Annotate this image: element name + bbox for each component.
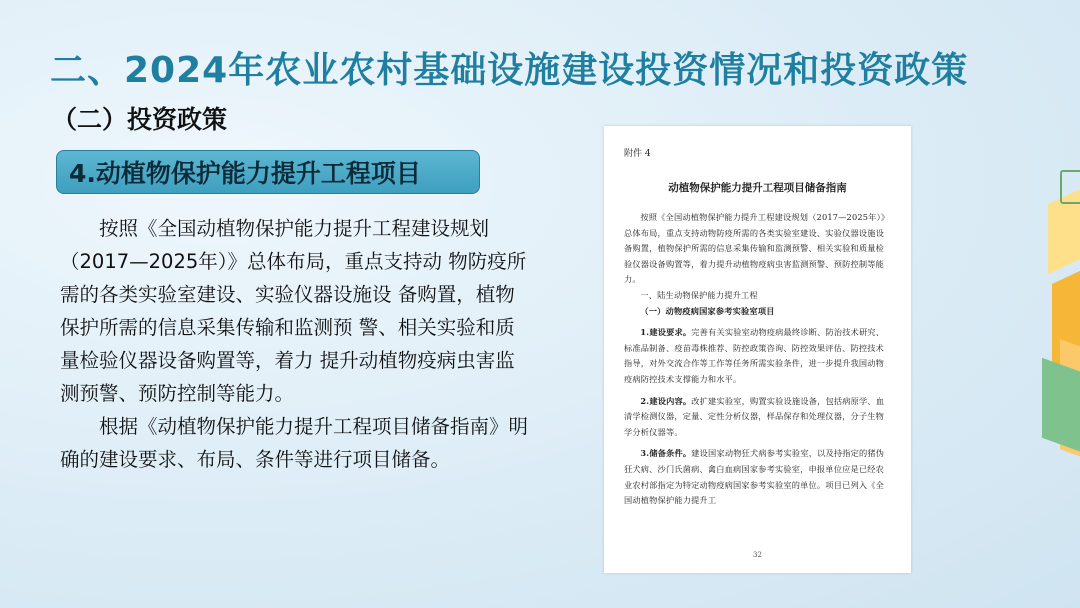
document-item-3-text: 建设国家动物狂犬病参考实验室，以及持指定的猪伪狂犬病、沙门氏菌病、禽白血病国家参考实验室，申报单位应是已经农业农村部指定为特定动物疫病国家参考实验室的单位。项目已列入《全国动植物保护能力提升工 [624, 448, 885, 506]
document-image [604, 126, 911, 573]
slide-subtitle: （二）投资政策 [52, 105, 228, 134]
document-heading-2-text: （一）动物疫病国家参考实验室项目 [640, 305, 775, 316]
body-text [60, 212, 530, 476]
document-page-number: 32 [753, 551, 762, 559]
body-paragraph-1: 按照《全国动植物保护能力提升工程建设规划（2017—2025年）》总体布局，重点支持动 物防疫所需的各类实验室建设、实验仪器设施设 备购置，植物保护所需的信息采集传输和监测预 警、相关实验和质量检验仪器设备购置等，着力 提升动植物疫病虫害监测预警、预防控制等能力。 [60, 217, 527, 405]
document-body [624, 210, 892, 509]
document-heading-1: 一、陆生动物保护能力提升工程 [640, 289, 758, 300]
decorative-illustration [1030, 150, 1080, 470]
decorative-shape [1060, 170, 1080, 204]
document-item-1-label: 1.建设要求。 [640, 327, 692, 338]
document-title: 动植物保护能力提升工程项目储备指南 [668, 182, 847, 194]
body-paragraph-2: 根据《动植物保护能力提升工程项目储备指南》明确的建设要求、布局、条件等进行项目储备。 [60, 415, 529, 471]
document-item-1 [624, 325, 892, 387]
decorative-shape [1042, 358, 1080, 453]
document-item-3 [624, 446, 892, 508]
document-item-2 [624, 394, 892, 441]
document-item-3-label: 3.储备条件。 [640, 448, 692, 459]
document-item-2-label: 2.建设内容。 [640, 395, 692, 406]
document-annex-label: 附件 4 [624, 149, 651, 159]
slide-title: 二、2024年农业农村基础设施建设投资情况和投资政策 [50, 50, 969, 91]
document-item-1-text: 完善有关实验室动物疫病最终诊断、防治技术研究、标准品制备、疫苗毒株推荐、防控政策咨询、防控效果评估、防控技术指导，对外交流合作等工作等任务所需实验条件，进一步提升我国动物疫病防控技术支撑能力和水平。 [624, 327, 885, 384]
document-item-2-text: 改扩建实验室，购置实验设施设备，包括病原学、血清学检测仪器，定量、定性分析仪器，样品保存和处理仪器，分子生物学分析仪器等。 [624, 395, 885, 437]
document-intro: 按照《全国动植物保护能力提升工程建设规划（2017—2025年）》总体布局，重点支持动物防疫所需的各类实验室建设、实验仪器设施设备购置，植物保护所需的信息采集传输和监测预警、相关实验和质量检验仪器设备购置等，着力提升动植物疫病虫害监测预警、预防控制等能力。 [624, 212, 890, 285]
section-label: 4.动植物保护能力提升工程项目 [56, 150, 480, 194]
document-heading-2 [624, 304, 892, 320]
